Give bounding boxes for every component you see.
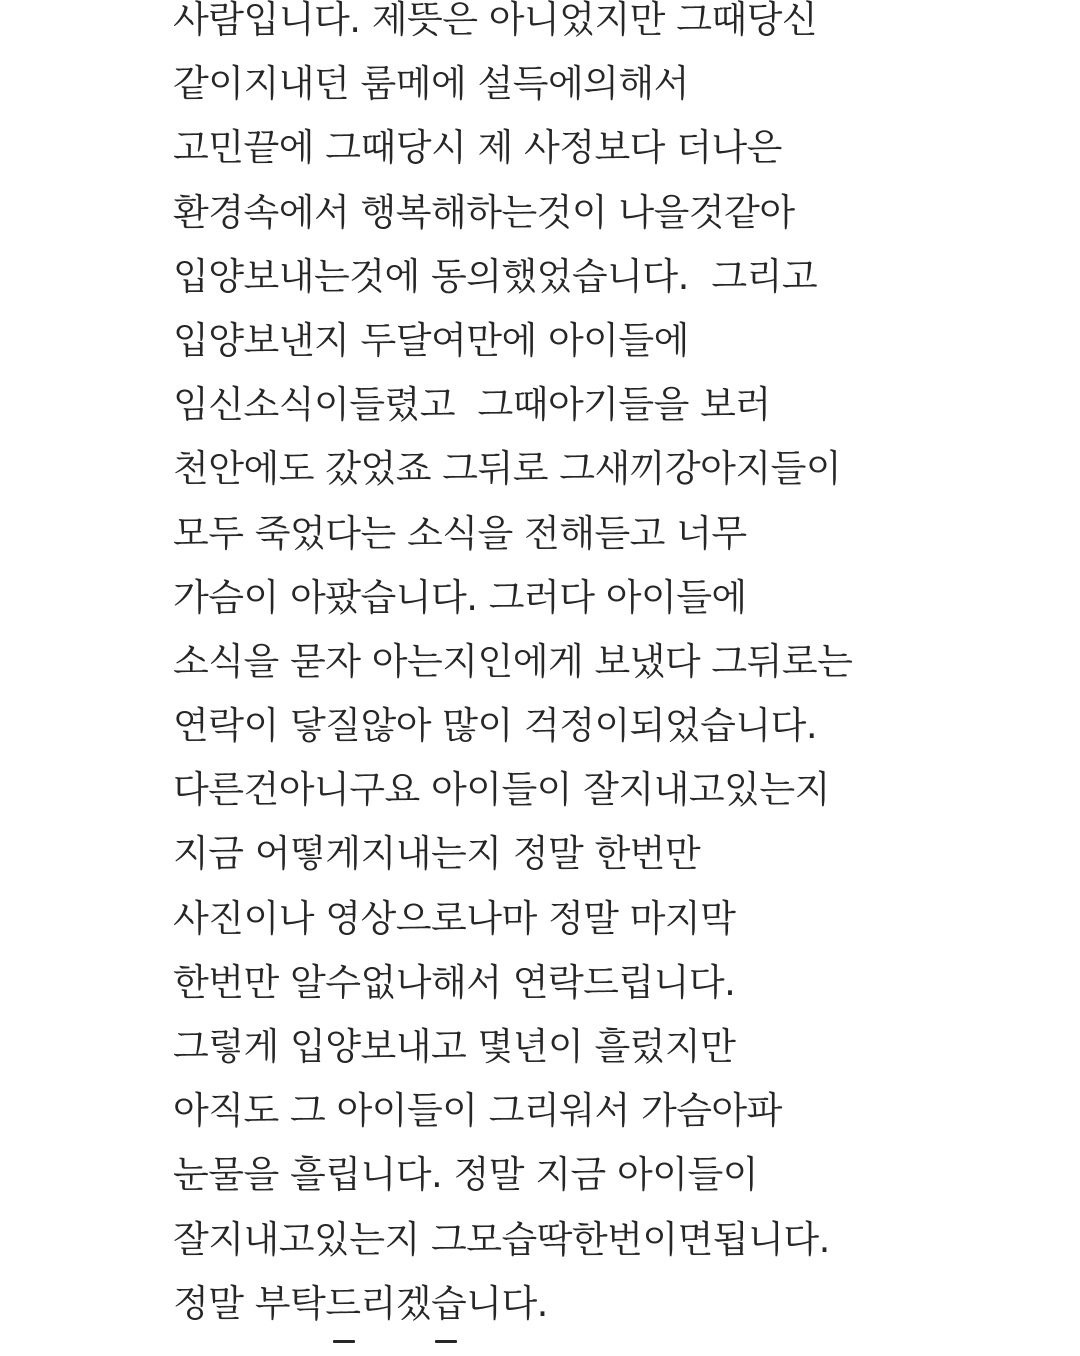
message-text-block [173,0,1053,1336]
message-line: 그렇게 입양보내고 몇년이 흘렀지만 [173,1025,736,1068]
message-line: 다른건아니구요 아이들이 잘지내고있는지 [173,768,830,812]
message-line: 사람입니다. 제뜻은 아니었지만 그때당신 [173,0,818,41]
message-line: 임신소식이들렸고 그때아기들을 보러 [173,383,771,427]
message-line: 입양보내는것에 동의했었습니다. 그리고 [173,254,818,298]
message-line: 사진이나 영상으로나마 정말 마지막 [173,896,736,940]
message-line: 고민끝에 그때당시 제 사정보다 더나은 [173,126,782,170]
text-fragment [333,1340,355,1343]
message-line: 같이지내던 룸메에 설득에의해서 [173,62,689,106]
message-line: 정말 부탁드리겠습니다. [173,1281,548,1325]
message-line: 연락이 닿질않아 많이 걱정이되었습니다. [173,704,818,748]
message-line: 모두 죽었다는 소식을 전해듣고 너무 [173,511,747,555]
message-line: 입양보낸지 두달여만에 아이들에 [173,318,689,362]
message-line: 소식을 묻자 아는지인에게 보냈다 그뒤로는 [173,639,853,683]
cut-off-next-line [173,1336,1053,1356]
message-line: 지금 어떻게지내는지 정말 한번만 [173,832,701,876]
message-line: 잘지내고있는지 그모습딱한번이면됩니다. [173,1217,830,1261]
message-line: 가슴이 아팠습니다. 그러다 아이들에 [173,575,747,619]
text-fragment [435,1340,457,1343]
message-line: 한번만 알수없나해서 연락드립니다. [173,960,736,1004]
message-line: 천안에도 갔었죠 그뒤로 그새끼강아지들이 [173,447,842,491]
message-line: 눈물을 흘립니다. 정말 지금 아이들이 [173,1153,758,1197]
message-line: 환경속에서 행복해하는것이 나을것같아 [173,190,795,234]
message-line: 아직도 그 아이들이 그리워서 가슴아파 [173,1089,782,1133]
